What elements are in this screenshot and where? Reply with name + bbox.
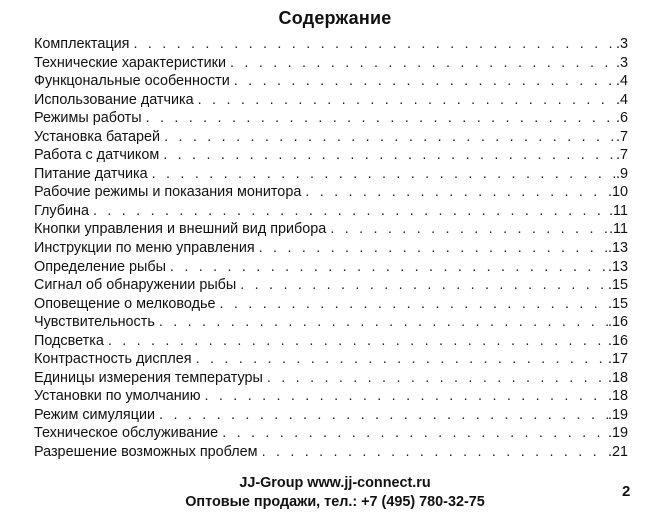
footer-company-line: JJ-Group www.jj-connect.ru [239,475,431,491]
toc-entry-page: .19 [607,425,628,442]
toc-entry-page: .19 [607,406,628,423]
footer-sales-line: Оптовые продажи, тел.: +7 (495) 780-32-75 [185,494,485,510]
toc-entry-label: Технические характеристики [34,54,227,71]
toc-entry [34,146,628,165]
toc-entry-label: Установка батарей [34,128,161,145]
toc-entry-label: Подсветка [34,332,104,349]
toc-entry-label: Питание датчика [34,165,148,182]
toc-leader-dots [222,424,608,443]
toc-leader-dots [240,276,608,295]
toc-entry [34,72,628,91]
toc-entry-page: .17 [607,351,628,368]
toc-entry-page: .15 [607,277,628,294]
toc-entry [34,332,628,351]
toc-entry-label: Определение рыбы [34,258,166,275]
toc-leader-dots [159,313,608,332]
toc-leader-dots [196,350,608,369]
toc-entry-page: .7 [615,128,628,145]
toc-entry [34,443,628,462]
toc-leader-dots [267,369,608,388]
toc-entry-label: Техническое обслуживание [34,425,219,442]
toc-entry [34,406,628,425]
toc-entry-label: Использование датчика [34,91,194,108]
toc-entry-label: Инструкции по меню управления [34,240,255,257]
toc-entry-page: .21 [607,444,628,461]
toc-entry-page: .10 [607,184,628,201]
toc-leader-dots [170,258,608,277]
toc-entry-page: .15 [607,295,628,312]
toc-entry [34,109,628,128]
toc-entry [34,183,628,202]
toc-entry-label: Работа с датчиком [34,147,160,164]
toc-entry-page: .18 [607,388,628,405]
toc-leader-dots [164,128,616,147]
toc-entry-page: .4 [615,73,628,90]
toc-entry-page: .7 [615,147,628,164]
toc-entry-page: .4 [615,91,628,108]
toc-entry-page: .3 [615,54,628,71]
toc-entry [34,276,628,295]
toc-leader-dots [159,406,608,425]
toc-entry [34,165,628,184]
toc-entry-label: Режимы работы [34,110,142,127]
toc-entry-page: .16 [607,314,628,331]
toc-leader-dots [330,220,609,239]
toc-entry [34,128,628,147]
toc-entry-label: Чувствительность [34,314,155,331]
toc-entry-label: Функцональные особенности [34,73,230,90]
toc-entry-label: Контрастность дисплея [34,351,192,368]
toc-entry-label: Рабочие режимы и показания монитора [34,184,302,201]
toc-leader-dots [230,54,616,73]
toc-leader-dots [205,387,608,406]
toc-leader-dots [163,146,616,165]
toc-entry [34,424,628,443]
toc-entry-label: Единицы измерения температуры [34,369,263,386]
toc-leader-dots [220,295,608,314]
toc-entry [34,239,628,258]
toc-leader-dots [259,239,608,258]
toc-entry-label: Глубина [34,202,89,219]
toc-entry-label: Комплектация [34,36,130,52]
toc-entry-page: .11 [609,221,628,238]
toc-entry-page: .3 [615,36,628,52]
toc-entry-label: Режим симуляции [34,406,156,423]
toc-entry-page: .9 [615,165,628,182]
toc-entry-label: Оповещение о мелководье [34,295,216,312]
toc-leader-dots [152,165,616,184]
toc-entry [34,35,628,54]
toc-entry-page: .13 [607,240,628,257]
page-title: Содержание [278,8,392,28]
toc-entry-page: .16 [607,332,628,349]
toc-leader-dots [93,202,609,221]
toc-entry [34,258,628,277]
toc-entry [34,369,628,388]
toc-entry-label: Сигнал об обнаружении рыбы [34,277,237,294]
toc-entry-label: Установки по умолчанию [34,388,201,405]
toc-leader-dots [133,35,616,54]
toc-leader-dots [234,72,616,91]
toc-entry-label: Кнопки управления и внешний вид прибора [34,221,327,238]
toc-entry-page: .13 [607,258,628,275]
toc-entry [34,350,628,369]
footer [0,474,670,512]
toc-leader-dots [146,109,616,128]
toc-leader-dots [305,183,608,202]
toc-entry [34,220,628,239]
toc-entry [34,387,628,406]
table-of-contents [34,35,628,462]
toc-entry [34,295,628,314]
toc-leader-dots [262,443,608,462]
toc-entry [34,91,628,110]
toc-entry-page: .18 [607,369,628,386]
toc-entry [34,54,628,73]
toc-entry-label: Разрешение возможных проблем [34,444,258,461]
toc-entry-page: .6 [615,110,628,127]
toc-entry [34,313,628,332]
toc-leader-dots [108,332,608,351]
toc-entry-page: .11 [609,202,628,219]
page-number: 2 [622,483,631,500]
toc-leader-dots [198,91,616,110]
toc-entry [34,202,628,221]
